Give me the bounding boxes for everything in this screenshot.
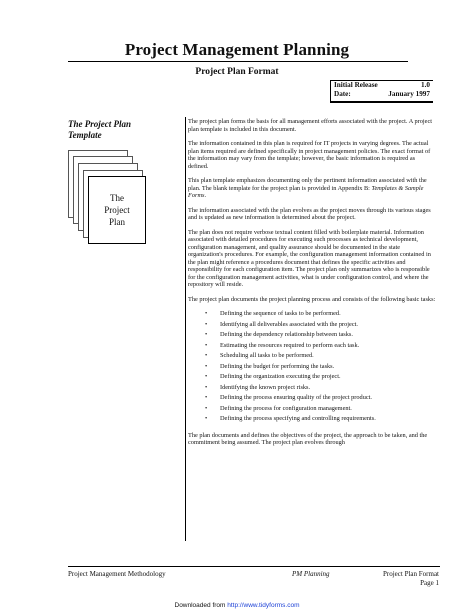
download-note — [0, 602, 474, 609]
release-label: Initial Release — [334, 81, 378, 89]
release-info-box — [330, 80, 433, 103]
page-number: Page 1 — [420, 579, 439, 587]
footer-divider — [68, 566, 440, 567]
task-item: • Defining the process ensuring quality of the project product. — [220, 394, 436, 402]
page-title: Project Management Planning — [124, 40, 350, 59]
footer-section: PM Planning — [292, 570, 330, 578]
column-divider — [185, 117, 186, 541]
paragraph: The project plan documents the project planning process and consists of the following basic tasks: — [188, 295, 436, 303]
paragraph-end: . — [204, 192, 207, 199]
section-heading-line2: Template — [68, 130, 102, 140]
section-heading — [68, 119, 168, 141]
task-item: • Defining the organization executing the project. — [220, 373, 436, 381]
footer-doc-name: Project Plan Format — [383, 570, 439, 578]
task-item: • Defining the sequence of tasks to be performed. — [220, 310, 436, 318]
task-list — [188, 310, 436, 423]
figure-label-line1: The — [110, 193, 124, 203]
release-date: January 1997 — [388, 90, 430, 98]
task-item: • Scheduling all tasks to be performed. — [220, 352, 436, 360]
paragraph: The information contained in this plan is required for IT projects in varying degrees. The actual plan items required are defined specifically in project management policies. The exact format of the information may vary from the template; however, the basic information is required as defined. — [188, 140, 431, 170]
section-heading-line1: The Project Plan — [68, 119, 131, 129]
download-prefix: Downloaded from — [174, 602, 228, 609]
task-item: • Identifying the known project risks. — [220, 384, 436, 392]
paragraph-text: This plan template emphasizes documenting only the pertinent information associated with the plan. The blank template for the project plan is provided in Appendix B: — [188, 177, 427, 192]
release-row — [331, 81, 433, 90]
task-item: • Defining the budget for performing the tasks. — [220, 363, 436, 371]
date-row — [331, 90, 433, 99]
task-item: • Defining the process for configuration management. — [220, 405, 436, 413]
paragraph-appendix-reference — [188, 177, 436, 200]
paragraph: The project plan forms the basis for all management efforts associated with the project. A project plan template is included in this document. — [188, 118, 432, 133]
footer-page-info — [357, 570, 439, 588]
task-item: • Defining the dependency relationship between tasks. — [220, 331, 436, 339]
release-version: 1.0 — [421, 81, 430, 89]
download-link[interactable]: http://www.tidyforms.com — [227, 602, 300, 609]
footer-methodology: Project Management Methodology — [68, 570, 166, 578]
figure-label-line2: Project — [104, 205, 130, 215]
body-content — [188, 118, 436, 454]
task-item: • Defining the process specifying and controlling requirements. — [220, 415, 436, 423]
paragraph: The information associated with the plan evolves as the project moves through its various stages and is updated as new information is determined about the project. — [188, 206, 431, 221]
paragraph: The plan does not require verbose textual content filled with boilerplate material. Information associated with detailed procedures for executing such processes as technical development, configuration management, and quality assurance should be documented in the state organization's procedures. For example, the configuration management information contained in the plan might reference a procedures document that defines the specific activities and responsibility for each configuration item. The project plan only summarizes who is responsible for the configuration management activities, what is under configuration control, and where the repository will reside. — [188, 228, 431, 288]
figure-label-line3: Plan — [108, 217, 125, 227]
task-item: • Identifying all deliverables associated with the project. — [220, 321, 436, 329]
title-divider — [68, 61, 408, 62]
appendix-title: Templates & Sample Forms — [188, 184, 424, 199]
task-item: • Estimating the resources required to perform each task. — [220, 342, 436, 350]
stacked-page-front — [88, 176, 146, 244]
date-label: Date: — [334, 90, 351, 98]
page-subtitle: Project Plan Format — [195, 67, 279, 77]
paragraph: The plan documents and defines the objectives of the project, the approach to be taken, and the commitment being assumed. The project plan evolves through — [188, 431, 428, 446]
